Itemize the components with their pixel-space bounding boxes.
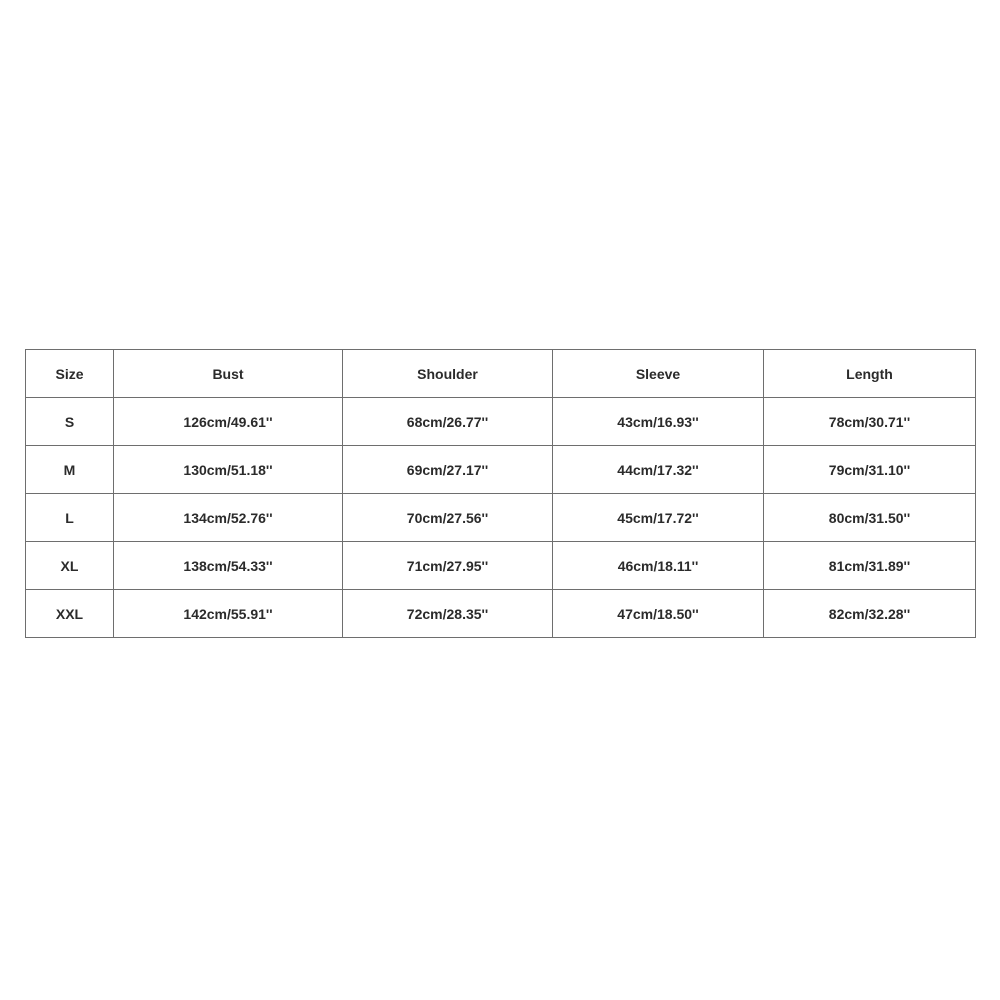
- header-row: [26, 350, 976, 398]
- cell-size: M: [26, 446, 114, 494]
- header-size: Size: [26, 350, 114, 398]
- cell-sleeve: 44cm/17.32'': [553, 446, 764, 494]
- cell-sleeve: 47cm/18.50'': [553, 590, 764, 638]
- size-chart: [25, 349, 975, 638]
- cell-length: 82cm/32.28'': [764, 590, 976, 638]
- header-bust: Bust: [114, 350, 343, 398]
- cell-shoulder: 68cm/26.77'': [343, 398, 553, 446]
- cell-shoulder: 72cm/28.35'': [343, 590, 553, 638]
- header-length: Length: [764, 350, 976, 398]
- cell-sleeve: 45cm/17.72'': [553, 494, 764, 542]
- table-row: [26, 542, 976, 590]
- cell-size: L: [26, 494, 114, 542]
- size-table: [25, 349, 976, 638]
- cell-bust: 142cm/55.91'': [114, 590, 343, 638]
- table-row: [26, 398, 976, 446]
- cell-sleeve: 46cm/18.11'': [553, 542, 764, 590]
- cell-length: 80cm/31.50'': [764, 494, 976, 542]
- header-sleeve: Sleeve: [553, 350, 764, 398]
- table-row: [26, 494, 976, 542]
- cell-bust: 138cm/54.33'': [114, 542, 343, 590]
- cell-length: 78cm/30.71'': [764, 398, 976, 446]
- cell-size: XXL: [26, 590, 114, 638]
- cell-shoulder: 69cm/27.17'': [343, 446, 553, 494]
- cell-bust: 130cm/51.18'': [114, 446, 343, 494]
- cell-sleeve: 43cm/16.93'': [553, 398, 764, 446]
- table-row: [26, 446, 976, 494]
- cell-bust: 134cm/52.76'': [114, 494, 343, 542]
- header-shoulder: Shoulder: [343, 350, 553, 398]
- cell-size: XL: [26, 542, 114, 590]
- cell-size: S: [26, 398, 114, 446]
- cell-length: 81cm/31.89'': [764, 542, 976, 590]
- cell-shoulder: 71cm/27.95'': [343, 542, 553, 590]
- table-row: [26, 590, 976, 638]
- cell-bust: 126cm/49.61'': [114, 398, 343, 446]
- cell-length: 79cm/31.10'': [764, 446, 976, 494]
- cell-shoulder: 70cm/27.56'': [343, 494, 553, 542]
